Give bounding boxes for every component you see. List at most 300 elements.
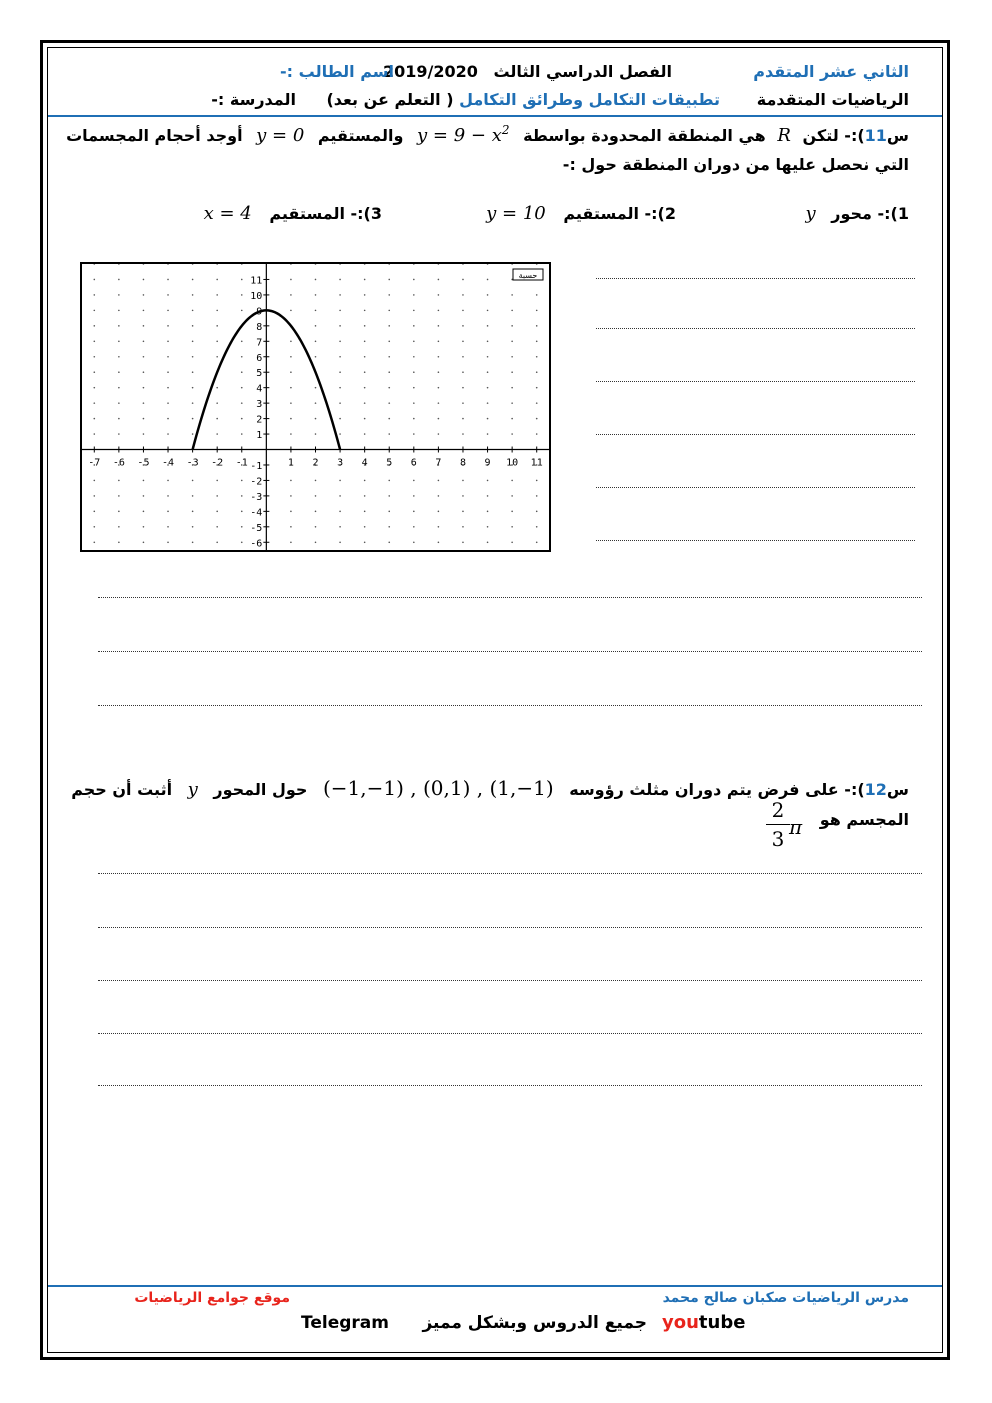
- part-3-label: ):- المستقيم: [269, 204, 371, 223]
- grid-dot: [118, 402, 120, 404]
- y-tick-label: 3: [256, 399, 263, 411]
- x-tick-label: 3: [337, 457, 344, 469]
- grid-dot: [487, 387, 489, 389]
- grid-dot: [413, 526, 415, 528]
- grid-dot: [167, 294, 169, 296]
- grid-dot: [438, 480, 440, 482]
- grid-dot: [241, 541, 243, 543]
- grid-dot: [511, 402, 513, 404]
- grid-dot: [438, 495, 440, 497]
- grid-dot: [487, 495, 489, 497]
- grid-dot: [315, 541, 317, 543]
- grid-dot: [93, 526, 95, 528]
- grid-dot: [536, 340, 538, 342]
- answer-line: [596, 381, 915, 382]
- grid-dot: [167, 279, 169, 281]
- answer-line: [98, 927, 922, 928]
- grid-dot: [413, 310, 415, 312]
- grid-dot: [364, 418, 366, 420]
- grid-dot: [511, 371, 513, 373]
- x-tick-label: 8: [459, 457, 466, 469]
- grid-dot: [167, 402, 169, 404]
- grid-dot: [339, 325, 341, 327]
- q11-line1: [66, 123, 909, 146]
- volume-denominator: 3: [771, 827, 785, 851]
- grid-dot: [462, 495, 464, 497]
- grid-dot: [216, 294, 218, 296]
- x-tick-label: 7: [435, 457, 442, 469]
- grid-dot: [315, 264, 317, 265]
- grid-dot: [167, 480, 169, 482]
- x-tick-label: 6: [410, 457, 417, 469]
- grid-dot: [93, 264, 95, 265]
- grid-dot: [511, 356, 513, 358]
- grid-dot: [93, 356, 95, 358]
- y-tick-label: 9: [256, 306, 263, 318]
- part-3-number: 3: [370, 204, 382, 223]
- grid-dot: [192, 325, 194, 327]
- grid-dot: [241, 279, 243, 281]
- grid-dot: [413, 371, 415, 373]
- grid-dot: [315, 480, 317, 482]
- grid-dot: [216, 402, 218, 404]
- grid-dot: [536, 526, 538, 528]
- grid-dot: [438, 433, 440, 435]
- grid-dot: [487, 526, 489, 528]
- grid-dot: [438, 356, 440, 358]
- grid-dot: [364, 526, 366, 528]
- q12-text-a: ):- على فرض يتم دوران مثلث رؤوسه: [569, 780, 865, 799]
- teacher-label: مدرس الرياضيات صكبان صالح محمد: [662, 1290, 909, 1306]
- grid-dot: [364, 371, 366, 373]
- grid-dot: [438, 511, 440, 513]
- grid-dot: [315, 387, 317, 389]
- grid-dot: [93, 402, 95, 404]
- grid-dot: [290, 264, 292, 265]
- grid-dot: [192, 340, 194, 342]
- grid-dot: [143, 387, 145, 389]
- grid-dot: [364, 387, 366, 389]
- grid-dot: [413, 541, 415, 543]
- grid-dot: [290, 356, 292, 358]
- answer-line: [98, 980, 922, 981]
- grid-dot: [388, 294, 390, 296]
- answer-line: [98, 1033, 922, 1034]
- y-tick-label: 8: [256, 321, 263, 333]
- grid-dot: [511, 264, 513, 265]
- grid-dot: [192, 387, 194, 389]
- grid-dot: [487, 340, 489, 342]
- y-tick-label: 5: [256, 368, 263, 380]
- q12-text-c: أثبت أن حجم: [71, 780, 173, 799]
- grid-dot: [93, 279, 95, 281]
- y-tick-label: 7: [256, 337, 263, 349]
- grid-dot: [315, 356, 317, 358]
- grid-dot: [536, 495, 538, 497]
- grid-dot: [511, 418, 513, 420]
- x-tick-label: -1: [235, 457, 248, 469]
- grid-dot: [339, 371, 341, 373]
- grid-dot: [339, 511, 341, 513]
- grid-dot: [339, 526, 341, 528]
- grid-dot: [167, 433, 169, 435]
- grid-dot: [118, 433, 120, 435]
- grid-dot: [167, 495, 169, 497]
- grid-dot: [413, 418, 415, 420]
- grid-dot: [241, 433, 243, 435]
- grid-dot: [118, 310, 120, 312]
- answer-line: [596, 434, 915, 435]
- grid-dot: [167, 541, 169, 543]
- grid-dot: [487, 294, 489, 296]
- grid-dot: [438, 402, 440, 404]
- grid-dot: [93, 371, 95, 373]
- school-label: المدرسة :-: [211, 90, 296, 109]
- grid-dot: [388, 433, 390, 435]
- q11-curve: [417, 125, 509, 146]
- grid-dot: [93, 418, 95, 420]
- grid-dot: [487, 480, 489, 482]
- grid-dot: [487, 325, 489, 327]
- y-tick-label: -6: [250, 538, 263, 550]
- x-tick-label: 4: [361, 457, 368, 469]
- grid-dot: [413, 264, 415, 265]
- grid-dot: [167, 526, 169, 528]
- q11-line2: التي نحصل عليها من دوران المنطقة حول :-: [562, 155, 909, 174]
- grid-dot: [438, 294, 440, 296]
- grid-dot: [143, 310, 145, 312]
- y-tick-label: -4: [250, 507, 263, 519]
- grid-dot: [511, 541, 513, 543]
- q12-axis: y: [187, 779, 198, 800]
- grid-dot: [118, 264, 120, 265]
- student-name-label: اسم الطالب :-: [280, 62, 394, 81]
- grid-dot: [118, 356, 120, 358]
- grid-dot: [315, 402, 317, 404]
- grid-dot: [192, 264, 194, 265]
- grid-dot: [511, 387, 513, 389]
- grid-dot: [462, 526, 464, 528]
- grid-dot: [462, 433, 464, 435]
- grid-dot: [339, 495, 341, 497]
- grid-dot: [290, 294, 292, 296]
- grid-dot: [315, 340, 317, 342]
- grid-dot: [487, 511, 489, 513]
- grid-dot: [192, 433, 194, 435]
- y-tick-label: 10: [250, 290, 263, 302]
- grid-dot: [462, 325, 464, 327]
- x-tick-label: 11: [530, 457, 543, 469]
- grid-dot: [388, 418, 390, 420]
- grid-dot: [290, 371, 292, 373]
- part-2-number: 2: [664, 204, 676, 223]
- grid-dot: [290, 511, 292, 513]
- grid-dot: [192, 541, 194, 543]
- grid-dot: [413, 402, 415, 404]
- grid-dot: [290, 495, 292, 497]
- grid-dot: [241, 402, 243, 404]
- grid-dot: [192, 371, 194, 373]
- grade-label: الثاني عشر المتقدم: [753, 62, 909, 81]
- grid-dot: [388, 511, 390, 513]
- q12-vertices: (−1,−1) , (0,1) , (1,−1): [323, 776, 554, 800]
- grid-dot: [216, 264, 218, 265]
- grid-dot: [216, 480, 218, 482]
- grid-dot: [241, 371, 243, 373]
- grid-dot: [487, 541, 489, 543]
- grid-dot: [143, 264, 145, 265]
- grid-dot: [413, 325, 415, 327]
- corner-label: حسبة: [518, 271, 538, 280]
- grid-dot: [462, 387, 464, 389]
- y-tick-label: 1: [256, 430, 263, 442]
- grid-dot: [487, 279, 489, 281]
- answer-line: [98, 705, 922, 706]
- grid-dot: [536, 387, 538, 389]
- grid-dot: [167, 325, 169, 327]
- youtube-label: [662, 1312, 745, 1333]
- grid-dot: [315, 495, 317, 497]
- grid-dot: [388, 402, 390, 404]
- q11-number: 11: [864, 126, 887, 145]
- grid-dot: [315, 418, 317, 420]
- answer-line: [596, 328, 915, 329]
- grid-dot: [290, 541, 292, 543]
- grid-dot: [143, 433, 145, 435]
- grid-dot: [241, 294, 243, 296]
- grid-dot: [413, 433, 415, 435]
- grid-dot: [290, 387, 292, 389]
- grid-dot: [93, 541, 95, 543]
- site-label: موقع جوامع الرياضيات: [134, 1290, 290, 1306]
- answer-line: [596, 278, 915, 279]
- grid-dot: [487, 264, 489, 265]
- part-2-math: y = 10: [486, 203, 546, 224]
- grid-dot: [339, 340, 341, 342]
- grid-dot: [143, 371, 145, 373]
- grid-dot: [192, 279, 194, 281]
- answer-line: [98, 597, 922, 598]
- grid-dot: [216, 511, 218, 513]
- grid-dot: [438, 325, 440, 327]
- grid-dot: [290, 402, 292, 404]
- q11-part-1: [806, 203, 910, 224]
- grid-dot: [364, 356, 366, 358]
- grid-dot: [388, 340, 390, 342]
- grid-dot: [388, 356, 390, 358]
- subject-label: الرياضيات المتقدمة: [756, 90, 909, 109]
- grid-dot: [143, 495, 145, 497]
- grid-dot: [241, 495, 243, 497]
- grid-dot: [143, 294, 145, 296]
- grid-dot: [93, 310, 95, 312]
- grid-dot: [462, 480, 464, 482]
- q12-text-b: حول المحور: [213, 780, 308, 799]
- y-tick-label: 4: [256, 383, 263, 395]
- grid-dot: [216, 541, 218, 543]
- grid-dot: [118, 495, 120, 497]
- q11-curve-exp: 2: [501, 123, 510, 137]
- grid-dot: [143, 356, 145, 358]
- grid-dot: [364, 402, 366, 404]
- x-tick-label: -3: [186, 457, 199, 469]
- grid-dot: [290, 340, 292, 342]
- grid-dot: [241, 356, 243, 358]
- y-tick-label: -1: [250, 460, 263, 472]
- grid-dot: [511, 511, 513, 513]
- grid-dot: [241, 526, 243, 528]
- grid-dot: [388, 526, 390, 528]
- grid-dot: [192, 418, 194, 420]
- answer-line: [98, 651, 922, 652]
- year-label: 2019/2020: [383, 62, 478, 81]
- grid-dot: [487, 402, 489, 404]
- grid-dot: [339, 402, 341, 404]
- grid-dot: [388, 495, 390, 497]
- x-tick-label: -7: [88, 457, 101, 469]
- grid-dot: [364, 264, 366, 265]
- grid-dot: [290, 433, 292, 435]
- grid-dot: [438, 340, 440, 342]
- grid-dot: [536, 325, 538, 327]
- grid-dot: [118, 279, 120, 281]
- q12-line1: [71, 776, 909, 800]
- grid-dot: [438, 279, 440, 281]
- part-2-label: ):- المستقيم: [563, 204, 665, 223]
- q11-part-2: [486, 203, 676, 224]
- grid-dot: [438, 310, 440, 312]
- grid-dot: [388, 279, 390, 281]
- grid-dot: [511, 526, 513, 528]
- grid-dot: [290, 310, 292, 312]
- grid-dot: [315, 294, 317, 296]
- q11-text-c: أوجد أحجام المجسمات: [66, 126, 243, 145]
- grid-dot: [462, 279, 464, 281]
- grid-dot: [536, 480, 538, 482]
- grid-dot: [388, 480, 390, 482]
- x-tick-label: 10: [506, 457, 519, 469]
- grid-dot: [438, 526, 440, 528]
- grid-dot: [216, 279, 218, 281]
- grid-dot: [536, 402, 538, 404]
- grid-dot: [364, 325, 366, 327]
- grid-dot: [364, 511, 366, 513]
- grid-dot: [487, 310, 489, 312]
- x-tick-label: -4: [162, 457, 175, 469]
- grid-dot: [511, 480, 513, 482]
- grid-dot: [143, 279, 145, 281]
- x-tick-label: 2: [312, 457, 319, 469]
- q11-curve-body: y = 9 − x: [417, 125, 502, 146]
- grid-dot: [364, 279, 366, 281]
- q11-line: y = 0: [256, 125, 305, 146]
- grid-dot: [339, 279, 341, 281]
- grid-dot: [118, 526, 120, 528]
- grid-dot: [93, 433, 95, 435]
- semester-line: [383, 62, 672, 81]
- grid-dot: [462, 264, 464, 265]
- grid-dot: [118, 418, 120, 420]
- volume-fraction: [766, 798, 790, 851]
- x-tick-label: -2: [211, 457, 224, 469]
- grid-dot: [290, 279, 292, 281]
- part-3-math: x = 4: [203, 203, 252, 224]
- grid-dot: [413, 356, 415, 358]
- grid-dot: [536, 371, 538, 373]
- answer-line: [596, 540, 915, 541]
- topic-label: تطبيقات التكامل وطرائق التكامل: [459, 90, 720, 109]
- grid-dot: [143, 511, 145, 513]
- grid-dot: [487, 418, 489, 420]
- grid-dot: [462, 340, 464, 342]
- part-1-number: 1: [897, 204, 909, 223]
- grid-dot: [93, 294, 95, 296]
- grid-dot: [93, 387, 95, 389]
- grid-dot: [462, 371, 464, 373]
- y-tick-label: -5: [250, 522, 263, 534]
- grid-dot: [339, 310, 341, 312]
- lessons-label: جميع الدروس وبشكل مميز: [422, 1313, 647, 1333]
- grid-dot: [216, 310, 218, 312]
- grid-dot: [315, 279, 317, 281]
- y-tick-label: 6: [256, 352, 263, 364]
- grid-dot: [315, 526, 317, 528]
- youtube-black: tube: [698, 1312, 746, 1333]
- grid-dot: [241, 340, 243, 342]
- grid-dot: [167, 511, 169, 513]
- grid-dot: [93, 480, 95, 482]
- grid-dot: [462, 294, 464, 296]
- x-tick-label: 9: [484, 457, 491, 469]
- grid-dot: [364, 433, 366, 435]
- grid-dot: [167, 310, 169, 312]
- grid-dot: [536, 294, 538, 296]
- y-tick-label: -3: [250, 491, 263, 503]
- grid-dot: [192, 356, 194, 358]
- grid-dot: [413, 340, 415, 342]
- fraction-bar: [766, 824, 790, 825]
- y-tick-label: 2: [256, 414, 263, 426]
- grid-dot: [216, 418, 218, 420]
- q11-text-a: هي المنطقة المحدودة بواسطة: [523, 126, 766, 145]
- grid-dot: [388, 264, 390, 265]
- grid-dot: [118, 511, 120, 513]
- grid-dot: [167, 356, 169, 358]
- grid-dot: [462, 356, 464, 358]
- answer-line: [98, 1085, 922, 1086]
- grid-dot: [511, 340, 513, 342]
- grid-dot: [462, 310, 464, 312]
- grid-dot: [241, 480, 243, 482]
- grid-dot: [487, 356, 489, 358]
- grid-dot: [290, 526, 292, 528]
- x-tick-label: 5: [386, 457, 393, 469]
- grid-dot: [339, 294, 341, 296]
- grid-dot: [438, 371, 440, 373]
- grid-dot: [462, 511, 464, 513]
- grid-dot: [511, 294, 513, 296]
- grid-dot: [216, 325, 218, 327]
- grid-dot: [315, 511, 317, 513]
- grid-dot: [143, 526, 145, 528]
- grid-dot: [536, 310, 538, 312]
- grid-dot: [388, 387, 390, 389]
- answer-line: [596, 487, 915, 488]
- grid-dot: [339, 264, 341, 265]
- graph-svg: [82, 264, 549, 550]
- grid-dot: [118, 541, 120, 543]
- grid-dot: [118, 325, 120, 327]
